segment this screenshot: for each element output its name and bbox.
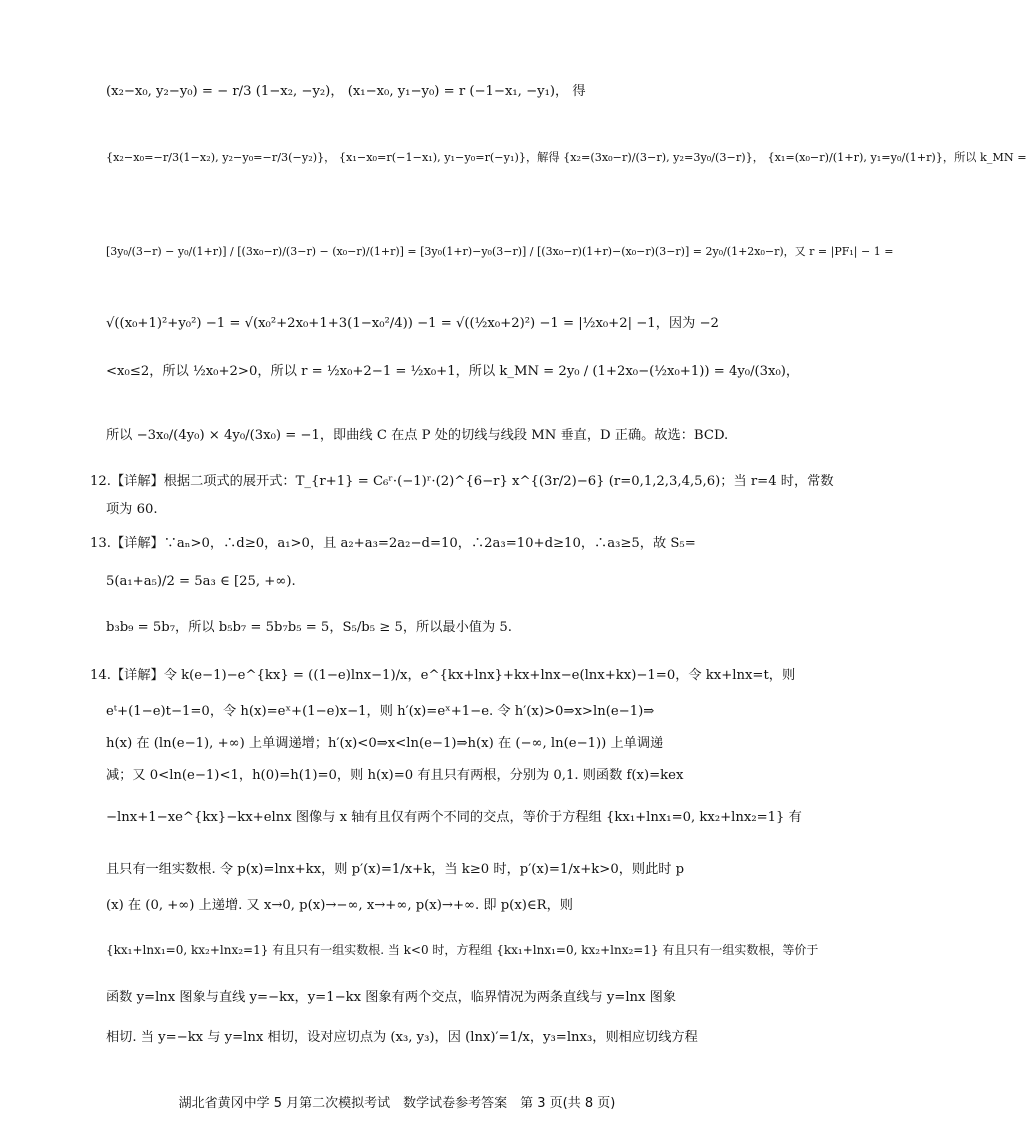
q14-line-6: 且只有一组实数根. 令 p(x)=lnx+kx，则 p′(x)=1/x+k，当 k≥0 时，p′(x)=1/x+k>0，则此时 p — [106, 862, 685, 877]
text-line-4: √((x₀+1)²+y₀²) −1 = √(x₀²+2x₀+1+3(1−x₀²/4)) −1 = √((½x₀+2)²) −1 = |½x₀+2| −1，因为 −2 — [106, 316, 719, 331]
text-line-2: {x₂−x₀=−r/3(1−x₂), y₂−y₀=−r/3(−y₂)}， {x₁−x₀=r(−1−x₁), y₁−y₀=r(−y₁)}，解得 {x₂=(3x₀−r)/(3−r), y₂=3y₀/(3−r)}， {x₁=(x₀−r)/(1+r), y₁=y₀/(1+r)}，所以 k_MN = — [106, 151, 1027, 164]
q13-line-1: 13.【详解】∵aₙ>0，∴d≥0，a₁>0，且 a₂+a₃=2a₂−d=10，∴2a₃=10+d≥10，∴a₃≥5，故 S₅= — [90, 536, 696, 551]
q14-line-8: {kx₁+lnx₁=0, kx₂+lnx₂=1} 有且只有一组实数根. 当 k<0 时，方程组 {kx₁+lnx₁=0, kx₂+lnx₂=1} 有且只有一组实数根，等价于 — [106, 943, 819, 957]
text-line-5: <x₀≤2，所以 ½x₀+2>0，所以 r = ½x₀+2−1 = ½x₀+1，所以 k_MN = 2y₀ / (1+2x₀−(½x₀+1)) = 4y₀/(3x₀)， — [106, 364, 800, 379]
q12-line-2: 项为 60. — [106, 502, 158, 517]
q12-line-1: 12.【详解】根据二项式的展开式：T_{r+1} = C₆ʳ·(−1)ʳ·(2)^{6−r} x^{(3r/2)−6} (r=0,1,2,3,4,5,6)；当 r=4 时，常数 — [90, 474, 834, 489]
q14-line-2: eᵗ+(1−e)t−1=0，令 h(x)=eˣ+(1−e)x−1，则 h′(x)=eˣ+1−e. 令 h′(x)>0⇒x>ln(e−1)⇒ — [106, 704, 655, 719]
q13-line-3: b₃b₉ = 5b₇，所以 b₅b₇ = 5b₇b₅ = 5，S₅/b₅ ≥ 5，所以最小值为 5. — [106, 620, 512, 635]
q14-line-9: 函数 y=lnx 图象与直线 y=−kx，y=1−kx 图象有两个交点，临界情况为两条直线与 y=lnx 图象 — [106, 990, 677, 1005]
q14-line-1: 14.【详解】令 k(e−1)−e^{kx} = ((1−e)lnx−1)/x，e^{kx+lnx}+kx+lnx−e(lnx+kx)−1=0，令 kx+lnx=t，则 — [90, 668, 796, 683]
q14-line-4: 减；又 0<ln(e−1)<1，h(0)=h(1)=0，则 h(x)=0 有且只有两根，分别为 0,1. 则函数 f(x)=kex — [106, 768, 684, 783]
text-line-1: (x₂−x₀, y₂−y₀) = − r/3 (1−x₂, −y₂)， (x₁−x₀, y₁−y₀) = r (−1−x₁, −y₁)， 得 — [106, 84, 586, 99]
q14-line-5: −lnx+1−xe^{kx}−kx+elnx 图像与 x 轴有且仅有两个不同的交点，等价于方程组 {kx₁+lnx₁=0, kx₂+lnx₂=1} 有 — [106, 810, 802, 825]
q14-line-10: 相切. 当 y=−kx 与 y=lnx 相切，设对应切点为 (x₃, y₃)，因 (lnx)′=1/x，y₃=lnx₃，则相应切线方程 — [106, 1030, 698, 1045]
text-line-3: [3y₀/(3−r) − y₀/(1+r)] / [(3x₀−r)/(3−r) − (x₀−r)/(1+r)] = [3y₀(1+r)−y₀(3−r)] / [(3x₀−r)(1+r)−(x₀−r)(3−r)] = 2y₀/(1+2x₀−r)，又 r = |PF₁| − 1 = — [106, 245, 894, 258]
page-footer: 湖北省黄冈中学 5 月第二次模拟考试 数学试卷参考答案 第 3 页(共 8 页) — [178, 1096, 616, 1111]
q14-line-3: h(x) 在 (ln(e−1), +∞) 上单调递增；h′(x)<0⇒x<ln(e−1)⇒h(x) 在 (−∞, ln(e−1)) 上单调递 — [106, 736, 664, 751]
q14-line-7: (x) 在 (0, +∞) 上递增. 又 x→0, p(x)→−∞, x→+∞, p(x)→+∞. 即 p(x)∈R，则 — [106, 898, 573, 913]
q13-line-2: 5(a₁+a₅)/2 = 5a₃ ∈ [25, +∞). — [106, 574, 296, 589]
text-line-6: 所以 −3x₀/(4y₀) × 4y₀/(3x₀) = −1，即曲线 C 在点 P 处的切线与线段 MN 垂直，D 正确。故选：BCD. — [106, 428, 729, 443]
